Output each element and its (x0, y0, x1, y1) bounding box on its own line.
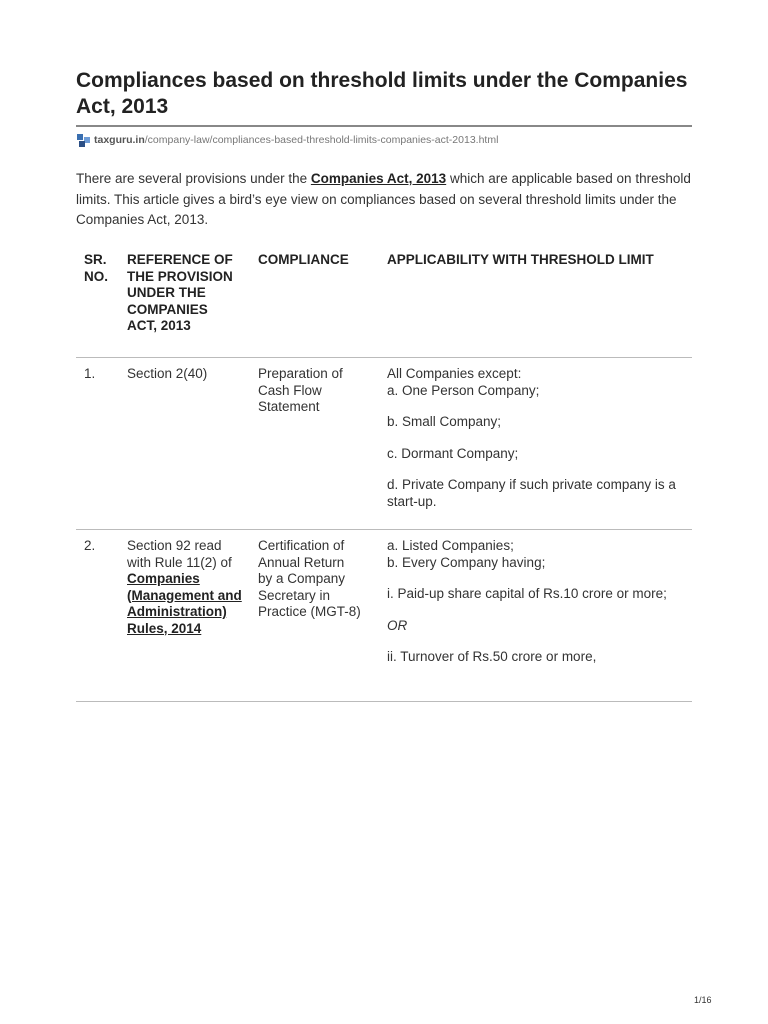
row2-reference (127, 538, 247, 637)
row1-applicability (387, 366, 677, 525)
row1-applicability-b: b. Small Company; (387, 414, 502, 429)
row1-reference: Section 2(40) (127, 366, 208, 381)
taxguru-logo-icon (76, 132, 92, 148)
row1-applicability-a: a. One Person Company; (387, 382, 540, 398)
row1-sr: 1. (84, 366, 96, 381)
row2-reference-text: Section 92 read with Rule 11(2) of (127, 538, 232, 570)
row1-applicability-intro: All Companies except: (387, 366, 522, 381)
intro-paragraph (76, 169, 692, 231)
row1-applicability-d: d. Private Company if such private company is a start-up. (387, 477, 676, 509)
header-reference: REFERENCE OF THE PROVISION UNDER THE COMPANIES ACT, 2013 (127, 252, 233, 333)
row2-applicability-b: b. Every Company having; (387, 554, 546, 570)
companies-act-link[interactable]: Companies Act, 2013 (310, 171, 447, 186)
row2-applicability-or: OR (387, 617, 408, 633)
source-domain-link[interactable]: taxguru.in (94, 134, 145, 146)
row1-compliance: Preparation of Cash Flow Statement (258, 366, 343, 414)
companies-rules-link[interactable]: Companies (Management and Administration) Rules, 2014 (127, 571, 242, 636)
row2-applicability-ii: ii. Turnover of Rs.50 crore or more, (387, 649, 597, 664)
source-path-link[interactable]: /company-law/compliances-based-threshold-limits-companies-act-2013.html (144, 134, 499, 146)
header-sr-no: SR. NO. (84, 252, 109, 284)
row2-applicability (387, 538, 677, 681)
page-title: Compliances based on threshold limits under the Companies Act, 2013 (76, 69, 688, 118)
row2-applicability-i: i. Paid-up share capital of Rs.10 crore or more; (387, 586, 667, 601)
table-bottom-divider (76, 701, 692, 702)
table-row-divider (76, 529, 692, 530)
row2-compliance: Certification of Annual Return by a Company Secretary in Practice (MGT-8) (258, 538, 361, 619)
page-number: 1/16 (694, 995, 712, 1005)
header-applicability: APPLICABILITY WITH THRESHOLD LIMIT (387, 252, 654, 267)
intro-text-after: which are applicable based on threshold limits. This article gives a bird’s eye view on compliances based on several threshold limits under the Companies Act, 2013. (76, 171, 691, 227)
source-line (76, 131, 498, 149)
header-compliance: COMPLIANCE (258, 252, 349, 267)
table-row-divider (76, 357, 692, 358)
intro-text-before: There are several provisions under the (76, 171, 311, 186)
row2-sr: 2. (84, 538, 96, 553)
row2-applicability-a: a. Listed Companies; (387, 538, 514, 553)
title-divider (76, 125, 692, 127)
row1-applicability-c: c. Dormant Company; (387, 445, 519, 461)
